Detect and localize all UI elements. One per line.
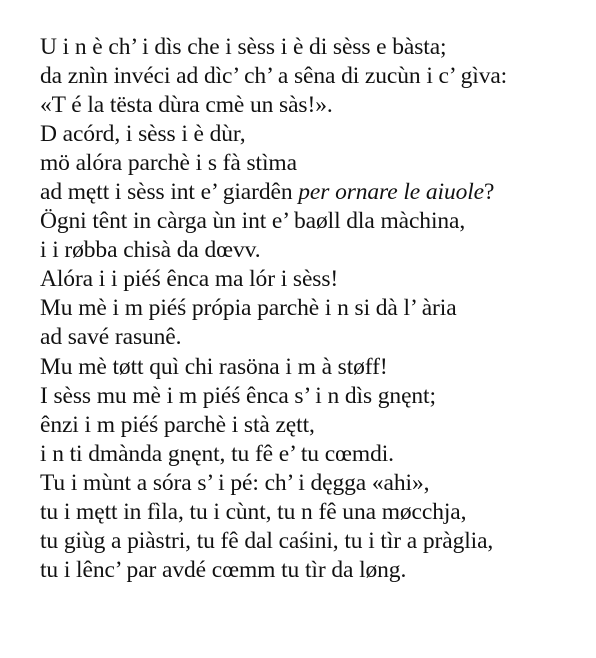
poem-line-9: Alóra i i piéś ênca ma lór i sèss!	[40, 266, 339, 293]
poem-line-5: mö alóra parchè i s fà stìma	[40, 150, 297, 177]
poem-line-15: i n ti dmànda gnęnt, tu fê e’ tu cœmdi.	[40, 440, 394, 467]
poem-line-11: ad savé rasunê.	[40, 324, 182, 351]
poem-line-19: tu i lênc’ par avdé cœmm tu tìr da løng.	[40, 556, 407, 583]
poem-line-8: i i røbba chisà da dœvv.	[40, 237, 261, 264]
poem-line-6: ad mętt i sèss int e’ giardên per ornare le aiuole?	[40, 179, 495, 206]
poem-line-7: Ögni tênt in càrga ùn int e’ baøll dla màchina,	[40, 208, 466, 235]
poem-line-10: Mu mè i m piéś própia parchè i n si dà l’ ària	[40, 295, 457, 322]
poem-line-4: D acórd, i sèss i è dùr,	[40, 121, 246, 148]
poem-line-17: tu i mętt in fìla, tu i cùnt, tu n fê una møcchja,	[40, 498, 467, 525]
poem-line-1: U i n è ch’ i dìs che i sèss i è di sèss e bàsta;	[40, 34, 447, 60]
poem-line-16: Tu i mùnt a sóra s’ i pé: ch’ i dęgga «ahi»,	[40, 469, 430, 496]
poem-line-14: ênzi i m piéś parchè i stà zętt,	[40, 411, 315, 438]
poem-line-12: Mu mè tøtt quì chi rasöna i m à støff!	[40, 353, 388, 380]
poem-line-3: «T é la tësta dùra cmè un sàs!».	[40, 92, 333, 119]
poem-line-18: tu giùg a piàstri, tu fê dal caśini, tu i tìr a pràglia,	[40, 527, 494, 554]
poem-text	[40, 33, 580, 585]
poem-line-2: da znìn invéci ad dìc’ ch’ a sêna di zucùn i c’ gìva:	[40, 63, 508, 90]
poem-line-13: I sèss mu mè i m piéś ênca s’ i n dìs gnęnt;	[40, 382, 436, 409]
italic-phrase: per ornare le aiuole	[298, 179, 485, 206]
